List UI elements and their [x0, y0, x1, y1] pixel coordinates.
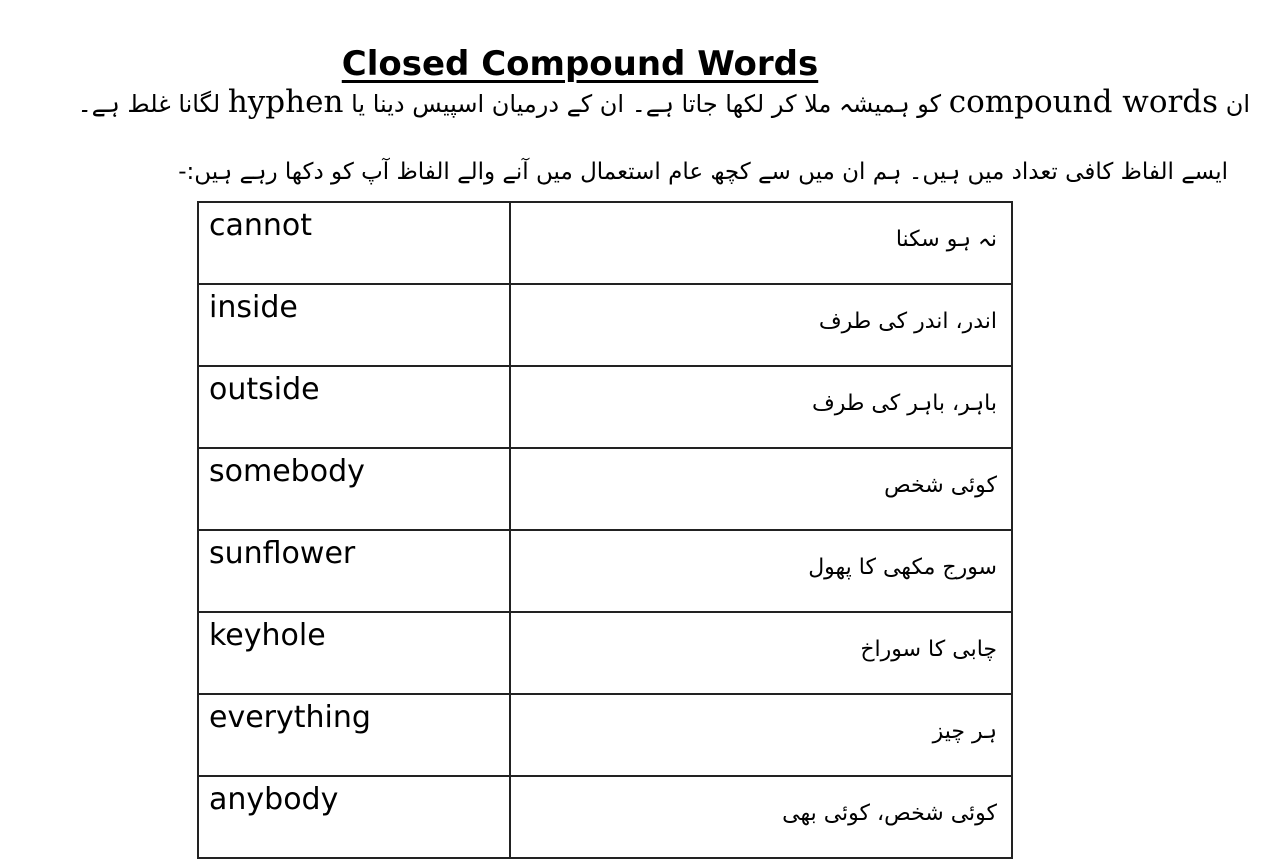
table-row — [198, 202, 1012, 284]
intro-text: ان — [1225, 90, 1250, 118]
table-row — [198, 776, 1012, 858]
compound-words-table — [197, 201, 1013, 859]
table-row — [198, 366, 1012, 448]
table-row — [198, 694, 1012, 776]
english-word: sunflower — [198, 530, 510, 612]
intro-term-compound-words: compound words — [948, 84, 1219, 120]
intro-term-hyphen: hyphen — [227, 84, 344, 120]
english-word: outside — [198, 366, 510, 448]
intro-line-1 — [78, 82, 1250, 124]
intro-line-2: ایسے الفاظ کافی تعداد میں ہیں۔ ہم ان میں سے کچھ عام استعمال میں آنے والے الفاظ آپ کو دکھا رہے ہیں:- — [178, 159, 1228, 185]
page-title: Closed Compound Words — [341, 43, 819, 84]
urdu-meaning: چابی کا سوراخ — [510, 612, 1012, 694]
urdu-meaning: کوئی شخص، کوئی بھی — [510, 776, 1012, 858]
english-word: keyhole — [198, 612, 510, 694]
table-row — [198, 284, 1012, 366]
intro-text: لگانا غلط ہے۔ — [77, 90, 221, 118]
urdu-meaning: اندر، اندر کی طرف — [510, 284, 1012, 366]
urdu-meaning: نہ ہو سکنا — [510, 202, 1012, 284]
table-row — [198, 612, 1012, 694]
urdu-meaning: سورج مکھی کا پھول — [510, 530, 1012, 612]
urdu-meaning: باہر، باہر کی طرف — [510, 366, 1012, 448]
urdu-meaning: کوئی شخص — [510, 448, 1012, 530]
urdu-meaning: ہر چیز — [510, 694, 1012, 776]
english-word: everything — [198, 694, 510, 776]
table-row — [198, 530, 1012, 612]
english-word: cannot — [198, 202, 510, 284]
english-word: inside — [198, 284, 510, 366]
english-word: anybody — [198, 776, 510, 858]
english-word: somebody — [198, 448, 510, 530]
intro-text: کو ہمیشہ ملا کر لکھا جاتا ہے۔ ان کے درمیان اسپیس دینا یا — [351, 90, 942, 118]
table-row — [198, 448, 1012, 530]
